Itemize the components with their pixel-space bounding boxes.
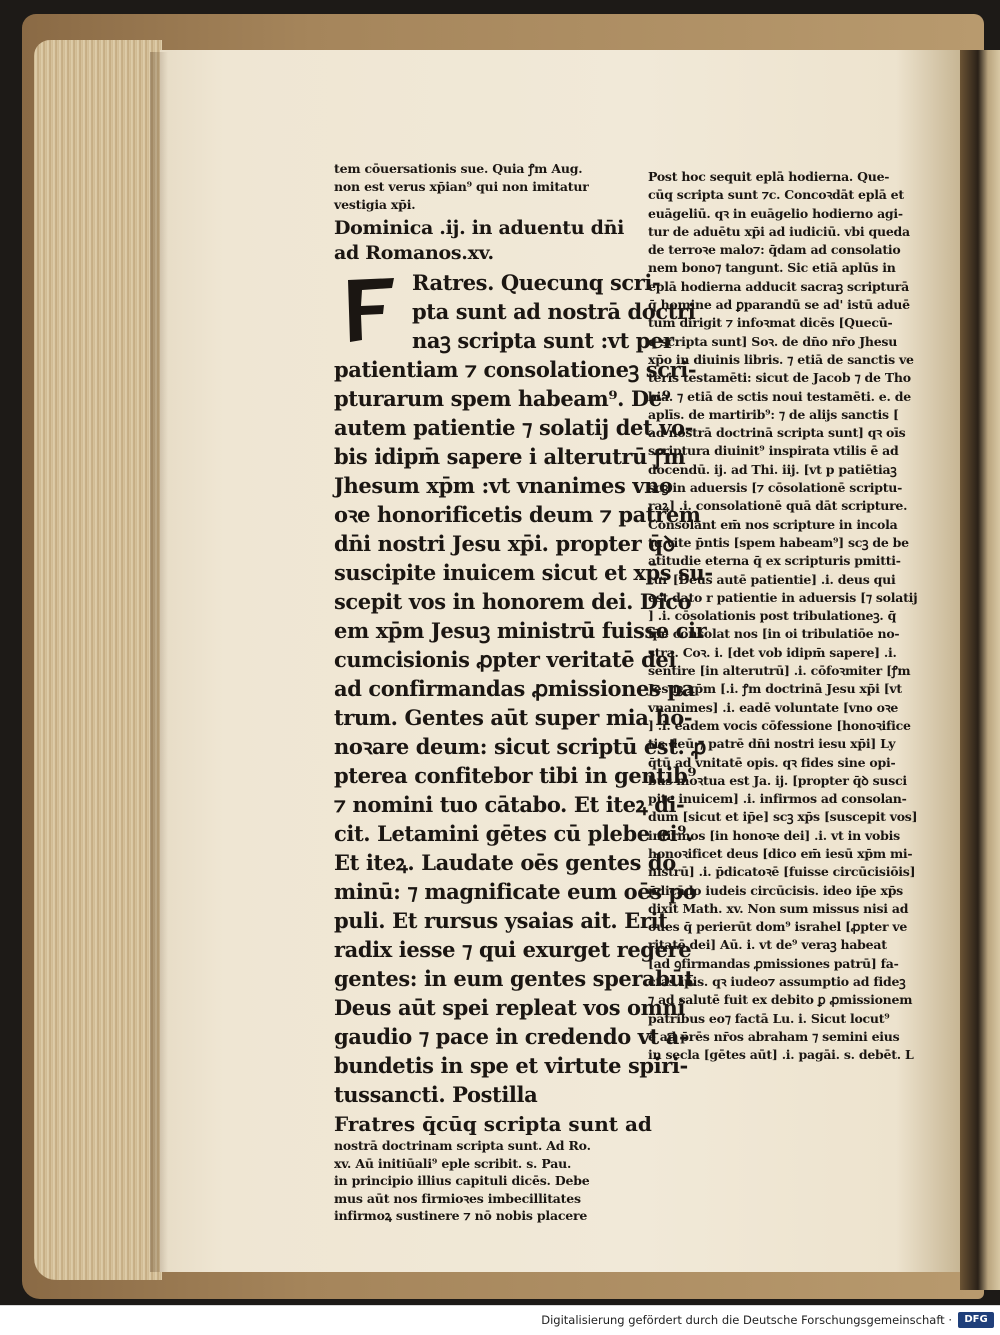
commentary-line: nistrū] .i. p̄dicatoꝛē [fuisse circūcisiōis]	[648, 864, 916, 880]
drop-cap-f	[334, 268, 406, 348]
footer-bar	[0, 1305, 1000, 1335]
commentary-line: atitudie eterna q̄ ex scripturis pmitti-	[648, 553, 901, 569]
commentary-line: [ad ꝯfirmandas ꝓmissiones patrū] fa-	[648, 955, 899, 971]
commentary-line: bus moꝛtua est Ja. ij. [propter q̄ꝺ susci	[648, 772, 907, 788]
text-line: infirmoꝝ sustinere ⁊ nō nobis placere	[334, 1208, 588, 1223]
commentary-line: tis deū ⁊ patrē dn̄i nostri iesu xp̄i] Ly	[648, 736, 896, 752]
text-line: autem patientie ⁊ solatij det vo-	[334, 415, 693, 440]
book-gutter	[960, 50, 1000, 1290]
commentary-line: ritatē dei] Aū. i. vt de⁹ veraꝫ habeat	[648, 937, 887, 953]
text-line: tem cōuersationis sue. Quia ꝭm Aug.	[334, 161, 583, 176]
commentary-line: sentire [in alterutrū] .i. cōfoꝛmiter [ꝭm	[648, 663, 911, 679]
text-line: nostrā doctrinam scripta sunt. Ad Ro.	[334, 1138, 591, 1153]
commentary-line: Jesuꝫ xp̄m [.i. ꝭm doctrinā Jesu xp̄i [vt	[648, 681, 902, 697]
commentary-line: infirmos [in honoꝛe dei] .i. vt in vobis	[648, 827, 900, 843]
commentary-line: q̄ homine ad ꝑparandū se ad' istū aduē	[648, 297, 910, 313]
commentary-line: teris testamēti: sicut de Jacob ⁊ de Tho	[648, 370, 911, 386]
commentary-line: oues q̄ perierūt dom⁹ israhel [ꝓpter ve	[648, 919, 908, 935]
commentary-line: stra. Coꝛ. i. [det vob idipm̄ sapere] .i.	[648, 644, 897, 660]
text-line: Et iteꝝ. Laudate oēs gentes do	[334, 850, 676, 875]
commentary-line: docendū. ij. ad Thi. iij. [vt p patiētiaꝫ	[648, 461, 897, 477]
text-line: pturarum spem habeam⁹. De⁹	[334, 386, 671, 411]
page-shadow	[150, 52, 168, 1272]
commentary-line: tur de aduētu xp̄i ad iudiciū. vbi queda	[648, 223, 910, 239]
text-line: bis idipm̄ sapere i alterutrū ꝭm	[334, 444, 686, 469]
commentary-line: cūq̧ scripta sunt ⁊c. Concoꝛdāt eplā et	[648, 187, 904, 203]
text-line: cit. Letamini gētes cū plebe ei⁹.	[334, 821, 693, 846]
commentary-line: eplā hodierna adducit sacraꝫ scripturā	[648, 278, 909, 294]
commentary-line: p̄dicādo iudeis circūcisis. ideo ip̄e xp̄s	[648, 882, 903, 898]
text-line: dn̄i nostri Jesu xp̄i. propter q̄ꝺ	[334, 531, 675, 556]
commentary-line: honoꝛificet deus [dico em̄ iesū xp̄m mi-	[648, 845, 913, 861]
text-line: cumcisionis ꝓpter veritatē dei	[334, 647, 676, 672]
text-line: scepit vos in honorem dei. Dico	[334, 589, 692, 614]
commentary-line: ad nostrā doctrinā scripta sunt] qꝛ oīs	[648, 425, 906, 441]
commentary-line: dum [sicut et ip̄e] scꝫ xp̄s [suscepit vos]	[648, 809, 918, 825]
commentary-line: ip̄e consolat nos [in oi tribulatiōe no-	[648, 626, 900, 642]
text-line: in principio illius capituli dicēs. Debe	[334, 1173, 590, 1188]
text-line: Ratres. Quecunq̧ scri-	[412, 270, 661, 295]
text-line: trum. Gentes aūt super mia ho-	[334, 705, 693, 730]
left-intro	[334, 160, 626, 214]
text-line: pterea confitebor tibi in gentib⁹	[334, 763, 697, 788]
commentary-line: Post hoc sequit eplā hodierna. Que-	[648, 169, 890, 184]
funding-notice: Digitalisierung gefördert durch die Deutsche Forschungsgemeinschaft ·	[541, 1313, 952, 1327]
text-line: pta sunt ad nostrā doctri	[412, 299, 696, 324]
text-line: non est verus xp̄ian⁹ qui non imitatur	[334, 179, 589, 194]
text-line: vestigia xp̄i.	[334, 197, 416, 212]
text-line: xv. Aū initiūali⁹ eple scribit. s. Pau.	[334, 1155, 572, 1171]
commentary-line: tu vite p̄ntis [spem habeam⁹] scꝫ de be	[648, 534, 909, 550]
text-line: mus aūt nos firmioꝛes imbecillitates	[334, 1190, 581, 1206]
commentary-line: q̧ scripta sunt] Soꝛ. de dn̄o nr̄o Jhesu	[648, 333, 898, 349]
text-line: puli. Et rursus ysaias ait. Erit	[334, 908, 668, 933]
section-heading	[334, 216, 626, 266]
commentary-line: Consolant em̄ nos scripture in incola	[648, 516, 898, 532]
left-column	[334, 160, 713, 1225]
heading-line: ad Romanos.xv.	[334, 242, 494, 264]
postilla-heading	[334, 1111, 652, 1137]
commentary-line: ctas ip̄is. qꝛ iudeo⁊ assumptio ad fideꝫ	[648, 974, 906, 990]
commentary-line: ] .i. eadem vocis cōfessione [honoꝛifice	[648, 717, 911, 733]
commentary-line: scriptura diuinit⁹ inspirata vtilis ē ad	[648, 443, 899, 459]
commentary-line: in secla [gētes aūt] .i. pagāi. s. debēt. L	[648, 1047, 914, 1063]
commentary-line: tur [Deus autē patientie] .i. deus qui	[648, 571, 896, 587]
page-edges	[34, 40, 162, 1280]
commentary-line: aplīs. de martirib⁹: ⁊ de alijs sanctis [	[648, 406, 899, 422]
right-column	[648, 168, 940, 1065]
commentary-line: de terroꝛe malo⁊: q̄dam ad consolatio	[648, 242, 901, 258]
text-line: Deus aūt spei repleat vos omni	[334, 995, 685, 1020]
text-line: minū: ⁊ magnificate eum oēs po	[334, 879, 697, 904]
text-line: Jhesum xp̄m :vt vnanimes vno	[334, 473, 673, 498]
text-line: oꝛe honorificetis deum ⁊ patrem	[334, 502, 701, 527]
commentary-line: tum dirigit ⁊ infoꝛmat dicēs [Quecū-	[648, 315, 893, 331]
commentary-line: dixit Math. xv. Non sum missus nisi ad	[648, 900, 909, 916]
commentary-line: est dato r patientie in aduersis [⁊ solatij	[648, 589, 918, 605]
text-line: gentes: in eum gentes sperabūt	[334, 966, 694, 991]
commentary-line: ē ad p̄rēs nr̄os abraham ⁊ semini eius	[648, 1028, 900, 1044]
text-line: naꝫ scripta sunt :vt per	[412, 328, 674, 353]
commentary-line: vnanimes] .i. eadē voluntate [vno oꝛe	[648, 699, 899, 715]
commentary-line: xp̄o in diuinis libris. ⁊ etiā de sanctis ve	[648, 351, 914, 367]
text-line: patientiam ⁊ consolationeꝫ scri-	[334, 357, 697, 382]
commentary-line: pite inuicem] .i. infirmos ad consolan-	[648, 791, 907, 807]
text-line: ⁊ nomini tuo cātabo. Et iteꝝ di-	[334, 792, 685, 817]
text-line: tussancti. Postilla	[334, 1082, 538, 1107]
commentary-line: scꝫ in aduersis [⁊ cōsolationē scriptu-	[648, 480, 903, 496]
text-line: ad confirmandas ꝓmissiones pa	[334, 676, 695, 701]
epistle-text	[334, 268, 713, 1109]
text-line: suscipite inuicem sicut et xp̄s su-	[334, 560, 713, 585]
text-line: noꝛare deum: sicut scriptū est. ꝓ	[334, 734, 706, 759]
commentary-line: patribus eo⁊ factā Lu. i. Sicut locut⁹	[648, 1010, 890, 1026]
postilla-text	[334, 1137, 626, 1225]
commentary-line: q̄tū ad vnitatē opis. qꝛ fides sine opi-	[648, 754, 896, 770]
commentary-line: ⁊ ad salutē fuit ex debito ꝑ ꝓmissionem	[648, 992, 913, 1008]
text-line: gaudio ⁊ pace in credendo vt a-	[334, 1024, 688, 1049]
dfg-logo: DFG	[958, 1312, 994, 1328]
commentary-line: raꝝ] .i. consolationē quā dāt scripture.	[648, 498, 908, 514]
text-line: em xp̄m Jesuꝫ ministrū fuisse cir	[334, 618, 707, 643]
commentary-line: bia. ⁊ etiā de sctis noui testamēti. e. de	[648, 388, 911, 404]
text-line: Fratres q̄cūq̧ scripta sunt ad	[334, 1112, 652, 1136]
commentary-line: ] .i. cōsolationis post tribulationeꝫ. q̄	[648, 608, 897, 624]
commentary-line: euāgeliū. qꝛ in euāgelio hodierno agi-	[648, 205, 903, 221]
text-line: radix iesse ⁊ qui exurget regere	[334, 937, 692, 962]
text-line: bundetis in spe et virtute spiri-	[334, 1053, 688, 1078]
heading-line: Dominica .ij. in aduentu dn̄i	[334, 217, 625, 239]
commentary-line: nem bono⁊ tangunt. Sic etiā aplūs in	[648, 260, 896, 276]
